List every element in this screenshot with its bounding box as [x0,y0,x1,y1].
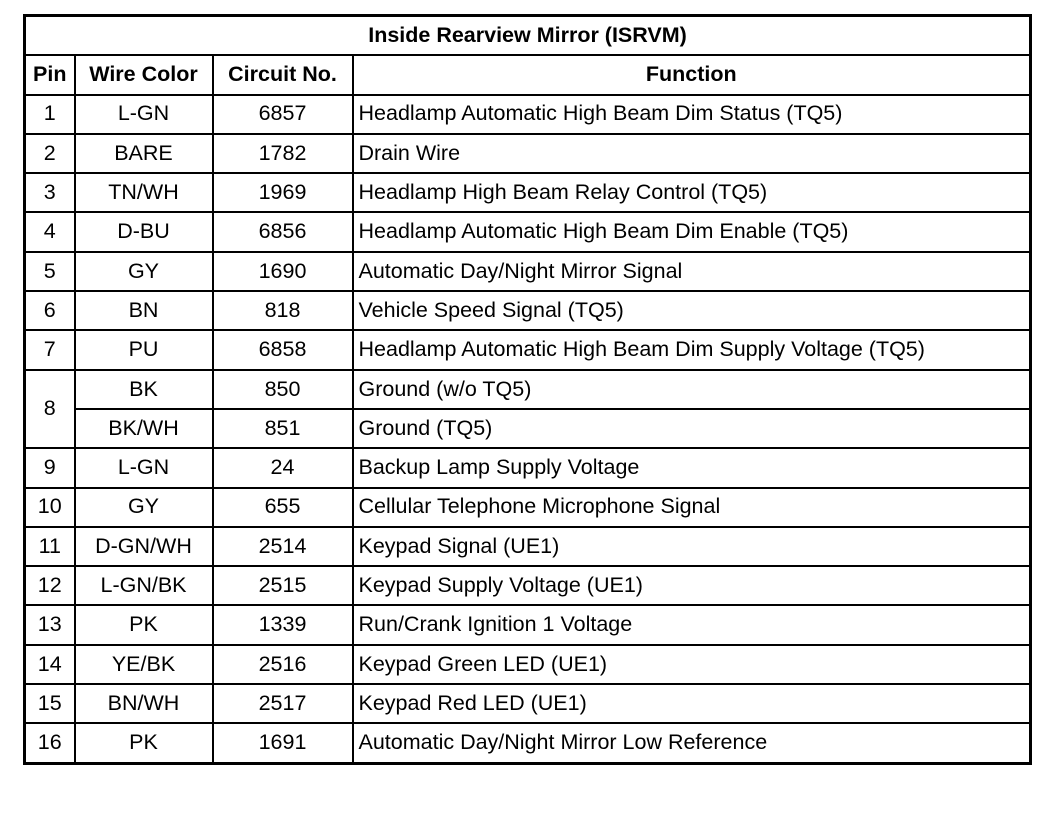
function-cell: Ground (w/o TQ5) [353,370,1031,409]
wire-color-cell: GY [75,488,213,527]
circuit-cell: 2514 [213,527,353,566]
pin-cell: 7 [25,330,75,369]
circuit-cell: 2517 [213,684,353,723]
function-cell: Backup Lamp Supply Voltage [353,448,1031,487]
circuit-cell: 2515 [213,566,353,605]
table-row [25,605,1031,644]
table-row [25,252,1031,291]
function-cell: Headlamp High Beam Relay Control (TQ5) [353,173,1031,212]
wire-color-cell: L-GN [75,95,213,134]
pin-cell: 12 [25,566,75,605]
wire-color-cell: BARE [75,134,213,173]
circuit-cell: 1782 [213,134,353,173]
pin-cell: 5 [25,252,75,291]
function-cell: Headlamp Automatic High Beam Dim Supply Voltage (TQ5) [353,330,1031,369]
wire-color-cell: BK/WH [75,409,213,448]
circuit-cell: 850 [213,370,353,409]
table-row [25,173,1031,212]
table-row [25,370,1031,409]
circuit-cell: 1691 [213,723,353,763]
function-cell: Vehicle Speed Signal (TQ5) [353,291,1031,330]
table-row [25,95,1031,134]
pin-cell: 15 [25,684,75,723]
function-cell: Keypad Signal (UE1) [353,527,1031,566]
table-row [25,212,1031,251]
table-row [25,684,1031,723]
circuit-cell: 1969 [213,173,353,212]
table-row [25,291,1031,330]
pin-cell: 3 [25,173,75,212]
pin-cell: 11 [25,527,75,566]
pin-cell: 16 [25,723,75,763]
wire-color-cell: D-GN/WH [75,527,213,566]
circuit-cell: 6856 [213,212,353,251]
table-row [25,134,1031,173]
header-circuit-no: Circuit No. [213,55,353,94]
circuit-cell: 6858 [213,330,353,369]
wire-color-cell: L-GN [75,448,213,487]
table-row [25,448,1031,487]
table-title-row [25,16,1031,56]
table-row [25,645,1031,684]
function-cell: Cellular Telephone Microphone Signal [353,488,1031,527]
connector-pinout-table [23,14,1032,765]
circuit-cell: 2516 [213,645,353,684]
table-row [25,723,1031,763]
circuit-cell: 851 [213,409,353,448]
table-row [25,527,1031,566]
circuit-cell: 818 [213,291,353,330]
wire-color-cell: TN/WH [75,173,213,212]
table-row [25,330,1031,369]
pin-cell: 13 [25,605,75,644]
wire-color-cell: PK [75,605,213,644]
function-cell: Ground (TQ5) [353,409,1031,448]
wire-color-cell: D-BU [75,212,213,251]
pin-cell: 10 [25,488,75,527]
table-row [25,409,1031,448]
header-pin: Pin [25,55,75,94]
circuit-cell: 6857 [213,95,353,134]
table-row [25,488,1031,527]
wire-color-cell: L-GN/BK [75,566,213,605]
wire-color-cell: GY [75,252,213,291]
wire-color-cell: BN/WH [75,684,213,723]
pin-cell: 6 [25,291,75,330]
function-cell: Keypad Red LED (UE1) [353,684,1031,723]
pin-cell: 1 [25,95,75,134]
function-cell: Automatic Day/Night Mirror Signal [353,252,1031,291]
pin-cell: 14 [25,645,75,684]
pin-cell: 8 [25,370,75,449]
wire-color-cell: PU [75,330,213,369]
circuit-cell: 1339 [213,605,353,644]
function-cell: Keypad Green LED (UE1) [353,645,1031,684]
function-cell: Run/Crank Ignition 1 Voltage [353,605,1031,644]
header-function: Function [353,55,1031,94]
circuit-cell: 655 [213,488,353,527]
wire-color-cell: PK [75,723,213,763]
table-header-row [25,55,1031,94]
function-cell: Drain Wire [353,134,1031,173]
function-cell: Keypad Supply Voltage (UE1) [353,566,1031,605]
header-wire-color: Wire Color [75,55,213,94]
pin-cell: 4 [25,212,75,251]
pin-cell: 2 [25,134,75,173]
table-title: Inside Rearview Mirror (ISRVM) [25,16,1031,56]
wire-color-cell: BN [75,291,213,330]
wire-color-cell: BK [75,370,213,409]
circuit-cell: 24 [213,448,353,487]
function-cell: Automatic Day/Night Mirror Low Reference [353,723,1031,763]
function-cell: Headlamp Automatic High Beam Dim Status (TQ5) [353,95,1031,134]
wire-color-cell: YE/BK [75,645,213,684]
function-cell: Headlamp Automatic High Beam Dim Enable (TQ5) [353,212,1031,251]
circuit-cell: 1690 [213,252,353,291]
table-row [25,566,1031,605]
pin-cell: 9 [25,448,75,487]
